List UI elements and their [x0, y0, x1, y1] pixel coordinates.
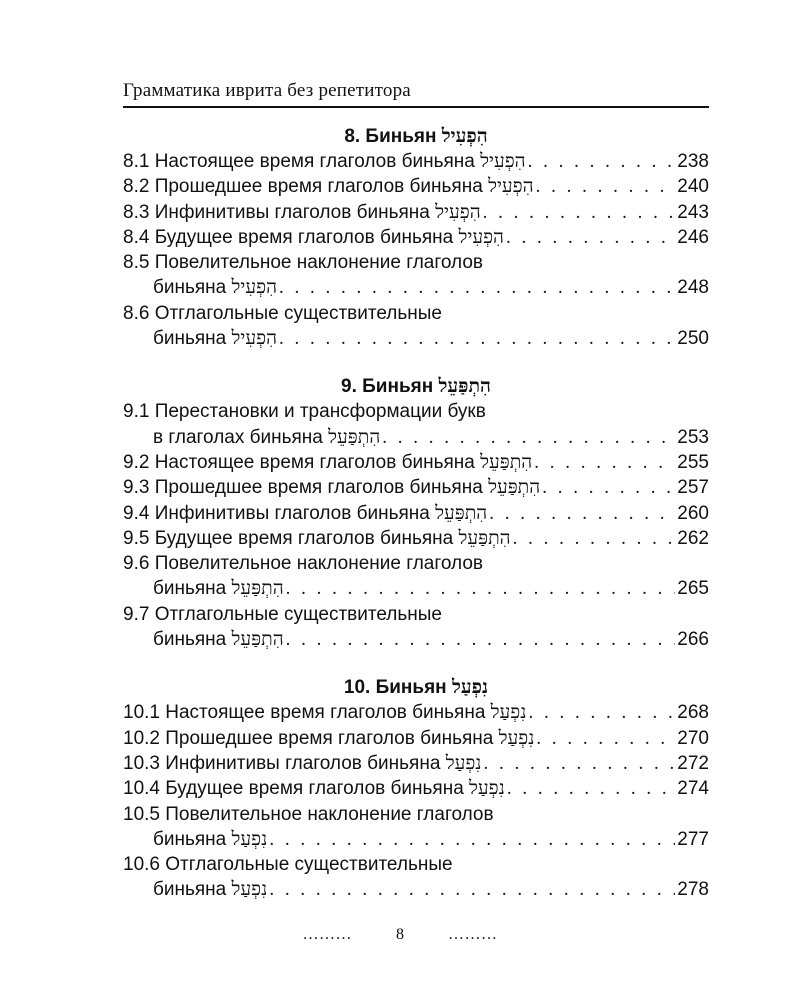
section-title	[123, 675, 709, 700]
toc-entry	[123, 602, 709, 653]
toc-entry-hebrew: נִפְעַל	[231, 878, 268, 901]
toc-entry-hebrew: נִפְעַל	[498, 726, 535, 749]
toc-entry-title: 9.2 Настоящее время глаголов биньяна	[123, 451, 475, 473]
toc-entry-line	[123, 250, 709, 275]
toc-entry	[123, 751, 709, 776]
toc-entry-title: 9.5 Будущее время глаголов биньяна	[123, 527, 454, 549]
dot-leader	[506, 225, 675, 250]
dot-leader	[286, 576, 676, 601]
toc-entry-title: 9.7 Отглагольные существительные	[123, 603, 443, 625]
toc-entry-hebrew: הִפְעִיל	[480, 150, 526, 172]
toc-entry-title: 9.3 Прошедшее время глаголов биньяна	[123, 477, 483, 499]
toc-entry	[123, 700, 709, 725]
dot-leader	[513, 526, 676, 551]
toc-page-number: 250	[677, 328, 709, 350]
dot-leader	[382, 425, 675, 450]
toc-entry	[123, 174, 709, 199]
toc-entry-line	[123, 475, 709, 500]
toc-entry	[123, 399, 709, 450]
section-title-text: 10. Биньян	[343, 677, 447, 699]
dot-leader	[279, 326, 675, 351]
toc-entry-title: 10.4 Будущее время глаголов биньяна	[123, 778, 464, 800]
page-footer	[0, 926, 800, 944]
header-rule	[123, 106, 709, 108]
dot-leader	[528, 700, 675, 725]
toc-entry	[123, 225, 709, 250]
toc-entry-hebrew: נִפְעַל	[445, 751, 482, 774]
toc-entry-hebrew: הִפְעִיל	[488, 175, 534, 198]
toc-entry	[123, 526, 709, 551]
toc-entry-line	[123, 501, 709, 526]
section-title-hebrew: נִפְעַל	[451, 676, 489, 699]
dot-leader	[279, 275, 675, 300]
dot-leader	[534, 450, 675, 475]
toc-entry-hebrew: הִתְפַּעֵל	[231, 577, 284, 600]
toc-entry-hebrew: הִתְפַּעֵל	[231, 628, 284, 651]
toc-entry	[123, 776, 709, 801]
toc-entry-hebrew: נִפְעַל	[231, 827, 268, 850]
toc-entry-title-continued: биньяна	[153, 629, 227, 651]
toc-page-number: 265	[677, 578, 709, 600]
toc-entry-title: 10.3 Инфинитивы глаголов биньяна	[123, 752, 441, 774]
toc-entry-title-continued: биньяна	[153, 277, 227, 299]
dot-leader	[483, 200, 676, 225]
dot-leader	[489, 501, 675, 526]
toc-entry	[123, 450, 709, 475]
toc-page-number: 253	[677, 426, 709, 448]
section-title-text: 9. Биньян	[341, 376, 434, 398]
dot-leader	[507, 776, 675, 801]
toc-entry-hebrew: הִפְעִיל	[435, 200, 481, 223]
toc-entry-hebrew: הִתְפַּעֵל	[480, 450, 533, 473]
toc-entry-title: 10.5 Повелительное наклонение глаголов	[123, 803, 494, 825]
toc-page-number: 243	[677, 201, 709, 223]
toc-page-number: 262	[677, 527, 709, 549]
dot-leader	[269, 877, 675, 902]
toc-entry-hebrew: נִפְעַל	[469, 777, 505, 800]
toc-entry-title-continued: биньяна	[153, 328, 227, 350]
toc-entry-line	[123, 200, 709, 225]
toc-page-number: 238	[677, 151, 709, 172]
toc-entry-line	[123, 551, 709, 576]
toc-entry-hebrew: נִפְעַל	[490, 701, 527, 724]
toc-entry-line	[123, 602, 709, 627]
section-title	[123, 124, 709, 149]
toc-entry-title-continued: в глаголах биньяна	[153, 426, 323, 448]
dot-leader	[483, 751, 675, 776]
toc-entry	[123, 301, 709, 352]
toc-page-number: 268	[677, 702, 709, 724]
toc-entry-line	[123, 301, 709, 326]
toc-page-number: 257	[677, 477, 709, 499]
toc-entry-line	[123, 700, 709, 725]
toc-entry	[123, 852, 709, 903]
toc-entry-hebrew: הִתְפַּעֵל	[328, 425, 381, 448]
toc-entry-line	[123, 174, 709, 199]
dot-leader	[528, 149, 676, 174]
toc-entry-line	[123, 149, 709, 174]
footer-ornament-left: ………	[302, 926, 352, 943]
toc-page-number: 240	[677, 176, 709, 198]
dot-leader	[536, 174, 676, 199]
toc-entry-title: 8.6 Отглагольные существительные	[123, 302, 443, 324]
toc-page-number: 270	[677, 727, 709, 749]
dot-leader	[542, 475, 675, 500]
toc-entry-line	[123, 225, 709, 250]
toc-entry-line	[123, 627, 709, 652]
toc-entry-hebrew: הִתְפַּעֵל	[488, 476, 541, 499]
dot-leader	[269, 827, 675, 852]
toc-entry-line	[123, 275, 709, 300]
toc-entry-line	[123, 776, 709, 801]
toc-entry-line	[123, 827, 709, 852]
toc-entry-title: 9.6 Повелительное наклонение глаголов	[123, 553, 483, 575]
toc-page-number: 266	[677, 629, 709, 651]
toc-entry	[123, 149, 709, 174]
toc-page-number: 277	[677, 828, 709, 850]
section-title-text: 8. Биньян	[344, 126, 437, 147]
toc-page-number: 260	[677, 502, 709, 524]
toc-entry-title: 10.2 Прошедшее время глаголов биньяна	[123, 727, 494, 749]
toc-section	[123, 124, 709, 351]
toc-entry-line	[123, 326, 709, 351]
toc-page-number: 278	[677, 879, 709, 901]
toc-entry-hebrew: הִפְעִיל	[231, 276, 278, 299]
toc-entry-hebrew: הִפְעִיל	[231, 327, 278, 350]
toc-entry-title: 10.6 Отглагольные существительные	[123, 854, 453, 876]
toc-entry-line	[123, 751, 709, 776]
toc-entry-hebrew: הִתְפַּעֵל	[435, 501, 488, 524]
toc-entry-line	[123, 425, 709, 450]
toc-entry-line	[123, 450, 709, 475]
toc-page-number: 248	[677, 277, 709, 299]
toc-entry-line	[123, 576, 709, 601]
toc-entry	[123, 501, 709, 526]
toc-entry	[123, 475, 709, 500]
toc-section	[123, 675, 709, 902]
toc-entry	[123, 802, 709, 853]
toc-entry-title: 9.1 Перестановки и трансформации букв	[123, 401, 486, 423]
toc-page-number: 274	[677, 778, 709, 800]
toc-entry-title: 8.5 Повелительное наклонение глаголов	[123, 252, 483, 274]
toc-entry-line	[123, 852, 709, 877]
toc-entry-line	[123, 726, 709, 751]
section-title-hebrew: הִפְעִיל	[441, 125, 488, 147]
toc-entry-line	[123, 526, 709, 551]
toc-page-number: 255	[677, 451, 709, 473]
toc-entry-title: 10.1 Настоящее время глаголов биньяна	[123, 702, 486, 724]
toc-entry-line	[123, 399, 709, 424]
toc-entry-title: 8.1 Настоящее время глаголов биньяна	[123, 151, 475, 172]
toc-entry	[123, 250, 709, 301]
toc-entry-line	[123, 877, 709, 902]
running-title: Грамматика иврита без репетитора	[123, 80, 411, 101]
page-number: 8	[396, 926, 404, 943]
toc-entry-title: 8.2 Прошедшее время глаголов биньяна	[123, 176, 483, 198]
toc-entry-title: 8.3 Инфинитивы глаголов биньяна	[123, 201, 430, 223]
toc-entry	[123, 200, 709, 225]
dot-leader	[536, 726, 675, 751]
toc-entry-title-continued: биньяна	[153, 879, 227, 901]
section-title-hebrew: הִתְפַּעֵל	[438, 375, 491, 398]
dot-leader	[286, 627, 676, 652]
toc-entry	[123, 551, 709, 602]
toc-entry-line	[123, 802, 709, 827]
toc-page-number: 246	[677, 226, 709, 248]
section-title	[123, 374, 709, 399]
toc-entry-title: 8.4 Будущее время глаголов биньяна	[123, 226, 454, 248]
toc-page-number: 272	[677, 752, 709, 774]
footer-ornament-right: ………	[448, 926, 498, 943]
toc-entry-title: 9.4 Инфинитивы глаголов биньяна	[123, 502, 430, 524]
toc-section	[123, 374, 709, 652]
toc-entry-hebrew: הִתְפַּעֵל	[458, 526, 511, 549]
toc-entry	[123, 726, 709, 751]
toc-entry-hebrew: הִפְעִיל	[458, 225, 504, 248]
table-of-contents	[123, 124, 709, 926]
toc-entry-title-continued: биньяна	[153, 578, 227, 600]
toc-entry-title-continued: биньяна	[153, 828, 227, 850]
